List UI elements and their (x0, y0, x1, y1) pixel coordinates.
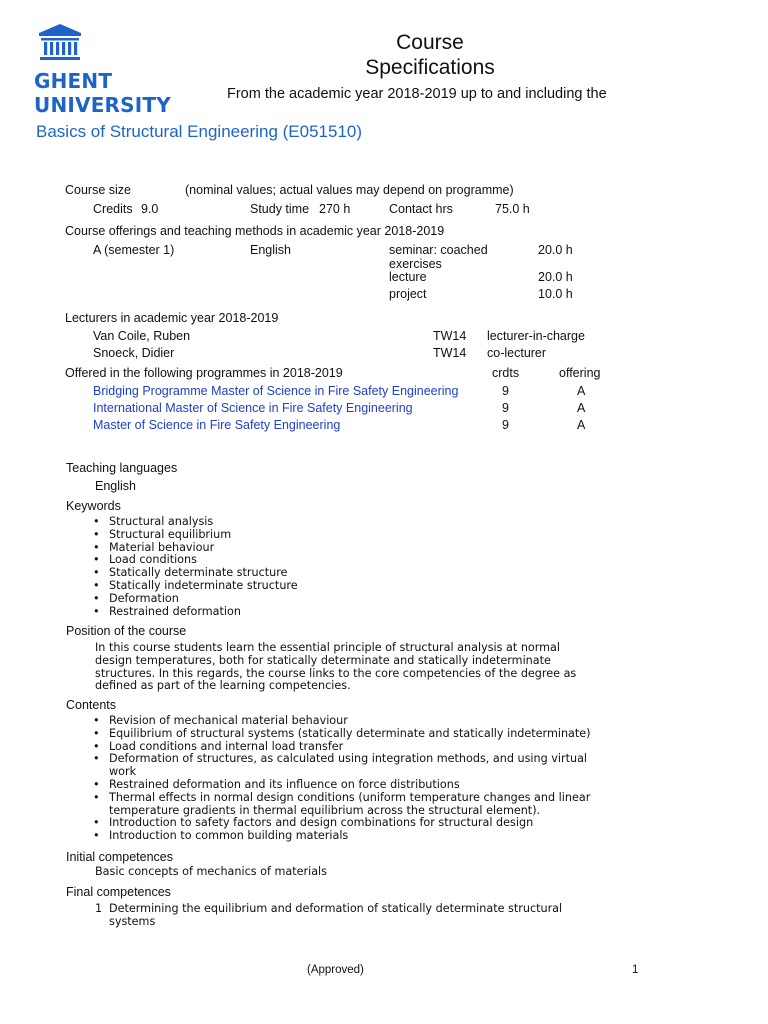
contact-hours-label: Contact hrs (389, 202, 453, 216)
page-subtitle: From the academic year 2018-2019 up to and including the (227, 86, 607, 102)
course-size-note: (nominal values; actual values may depend on programme) (185, 183, 514, 197)
programme-link[interactable]: Master of Science in Fire Safety Engineering (93, 418, 341, 432)
contents-item (93, 792, 723, 818)
page-number: 1 (632, 964, 639, 976)
contents-line: temperature gradients in thermal equilibrium across the structural element). (109, 803, 541, 817)
offerings-heading: Course offerings and teaching methods in academic year 2018-2019 (65, 224, 445, 238)
offering-semester: A (semester 1) (93, 243, 175, 257)
method-name-line1: seminar: coached (389, 243, 488, 257)
final-competence-number: 1 (95, 902, 103, 915)
logo-text-university: UNIVERSITY (34, 93, 171, 117)
method-hours: 10.0 h (538, 287, 573, 301)
final-competences-heading: Final competences (66, 885, 171, 899)
method-hours: 20.0 h (538, 270, 573, 284)
keyword-item: • Material behaviour (93, 542, 713, 555)
lecturer-name: Van Coile, Ruben (93, 329, 191, 343)
building-icon (37, 22, 83, 62)
position-text (95, 642, 715, 693)
keywords-heading: Keywords (66, 499, 121, 513)
programme-credits: 9 (502, 418, 509, 432)
page-title (330, 30, 530, 80)
programme-offering: A (577, 401, 586, 415)
course-size-label: Course size (65, 183, 131, 197)
method-name (389, 243, 488, 272)
final-competence-line: systems (109, 914, 156, 928)
study-time-value: 270 h (319, 202, 351, 216)
lecturer-code: TW14 (433, 346, 467, 360)
programmes-credits-header: crdts (492, 366, 520, 380)
programme-credits: 9 (502, 401, 509, 415)
contents-line: • Revision of mechanical material behaviour (109, 714, 348, 727)
keyword-item: • Structural equilibrium (93, 529, 713, 542)
method-name-line2: exercises (389, 257, 442, 271)
contents-item (93, 715, 723, 728)
lecturer-name: Snoeck, Didier (93, 346, 175, 360)
credits-value: 9.0 (141, 202, 159, 216)
programme-credits: 9 (502, 384, 509, 398)
method-name: lecture (389, 270, 427, 284)
final-competence-line: Determining the equilibrium and deformation of statically determinate structural (109, 902, 563, 915)
contents-heading: Contents (66, 698, 117, 712)
contents-line: • Introduction to common building materials (109, 829, 349, 843)
position-heading: Position of the course (66, 624, 187, 638)
position-line: structures. In this regards, the course links to the core competencies of the degree as (95, 666, 577, 680)
university-logo (34, 22, 171, 122)
contents-line: • Load conditions and internal load transfer (109, 739, 344, 753)
page-title-line1: Course (396, 31, 464, 54)
study-time-label: Study time (250, 202, 310, 216)
initial-competences-heading: Initial competences (66, 850, 174, 864)
method-hours: 20.0 h (538, 243, 573, 257)
contact-hours-value: 75.0 h (495, 202, 530, 216)
contents-item (93, 728, 723, 741)
contents-item (93, 830, 723, 843)
method-name: project (389, 287, 427, 301)
contents-line: • Thermal effects in normal design conditions (uniform temperature changes and linear (109, 790, 591, 804)
lecturers-heading: Lecturers in academic year 2018-2019 (65, 311, 279, 325)
contents-line: work (109, 765, 137, 779)
logo-text-ghent: GHENT (34, 69, 113, 93)
contents-line: • Restrained deformation and its influence on force distributions (109, 777, 460, 791)
contents-line: • Introduction to safety factors and design combinations for structural design (109, 816, 534, 830)
keyword-item: • Restrained deformation (93, 606, 713, 619)
programme-link[interactable]: Bridging Programme Master of Science in Fire Safety Engineering (93, 384, 459, 398)
contents-item (93, 779, 723, 792)
position-line: In this course students learn the essential principle of structural analysis at normal (95, 641, 561, 654)
teaching-languages-heading: Teaching languages (66, 461, 178, 475)
lecturer-role: co-lecturer (487, 346, 547, 360)
lecturer-role: lecturer-in-charge (487, 329, 585, 343)
approval-status: (Approved) (307, 964, 364, 976)
contents-line: • Equilibrium of structural systems (statically determinate and statically indeterminate) (109, 726, 591, 740)
programmes-offering-header: offering (559, 366, 601, 380)
keywords-list (93, 516, 713, 618)
programmes-heading: Offered in the following programmes in 2018-2019 (65, 366, 343, 380)
contents-line: • Deformation of structures, as calculated using integration methods, and using virtual (109, 752, 588, 766)
final-competence-text (109, 903, 562, 929)
programme-offering: A (577, 384, 586, 398)
keyword-item: • Deformation (93, 593, 713, 606)
offering-language: English (250, 243, 291, 257)
course-title: Basics of Structural Engineering (E051510) (36, 122, 363, 141)
contents-item (93, 753, 723, 779)
initial-competences-value: Basic concepts of mechanics of materials (95, 865, 327, 878)
position-line: design temperatures, both for statically determinate and statically indeterminate (95, 653, 551, 667)
keyword-item: • Statically indeterminate structure (93, 580, 713, 593)
credits-label: Credits (93, 202, 133, 216)
teaching-languages-value: English (95, 479, 136, 493)
keyword-item: • Statically determinate structure (93, 567, 713, 580)
contents-list (93, 715, 723, 843)
position-line: defined as part of the learning competencies. (95, 679, 351, 693)
lecturer-code: TW14 (433, 329, 467, 343)
page-title-line2: Specifications (365, 56, 495, 79)
keyword-item: • Structural analysis (93, 516, 713, 529)
programme-link[interactable]: International Master of Science in Fire Safety Engineering (93, 401, 413, 415)
keyword-item: • Load conditions (93, 554, 713, 567)
programme-offering: A (577, 418, 586, 432)
